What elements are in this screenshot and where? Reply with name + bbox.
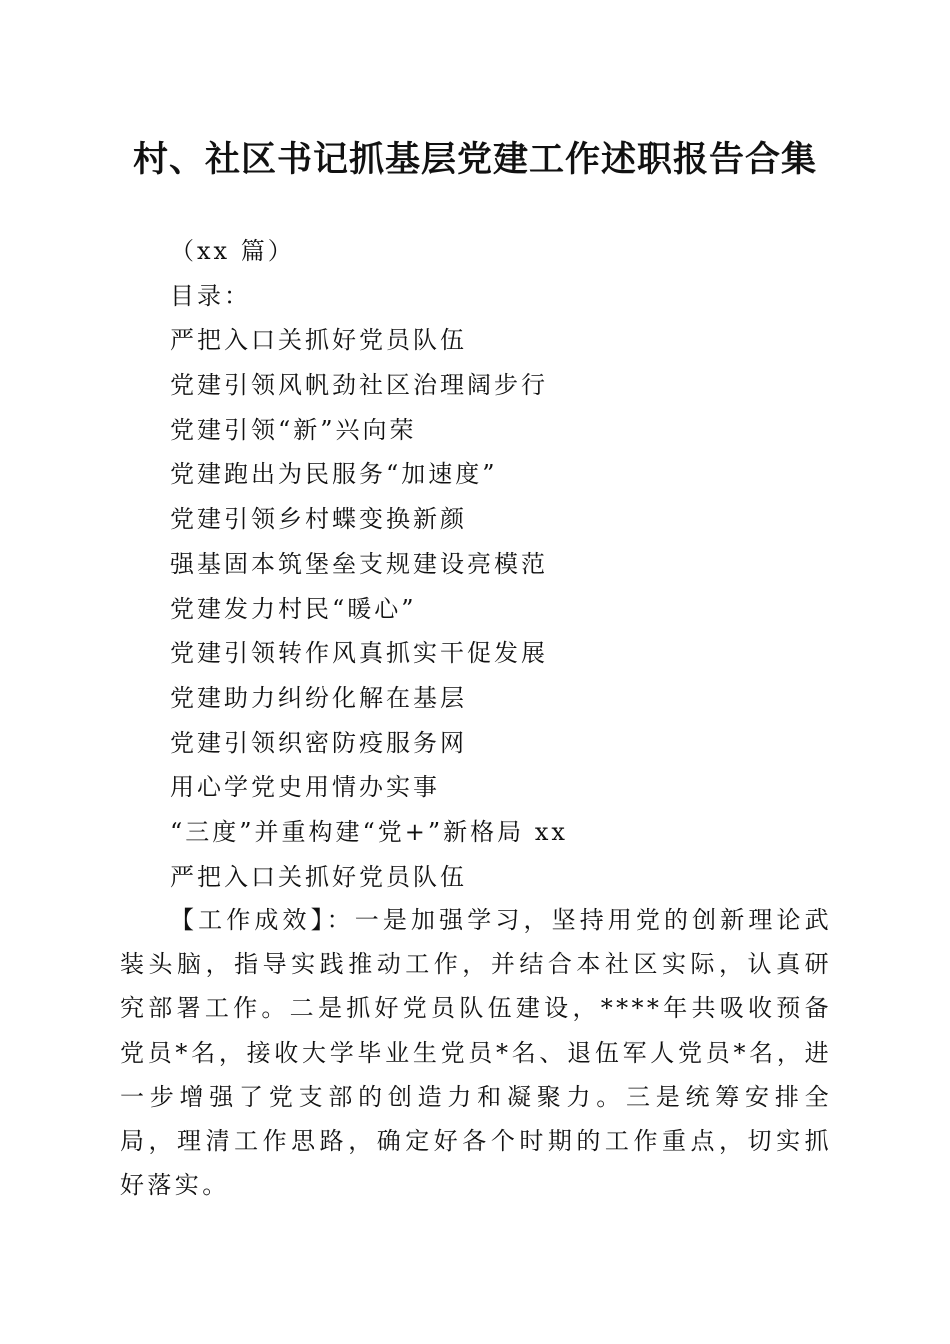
section-heading: 严把入口关抓好党员队伍 bbox=[170, 862, 467, 891]
toc-item: “三度”并重构建“党+”新格局 xx bbox=[170, 817, 568, 846]
toc-item: 强基固本筑堡垒支规建设亮模范 bbox=[170, 549, 548, 578]
toc-item: 党建引领风帆劲社区治理阔步行 bbox=[170, 371, 548, 400]
toc-item: 党建助力纠纷化解在基层 bbox=[170, 683, 467, 712]
table-of-contents bbox=[170, 229, 850, 899]
toc-heading: 目录： bbox=[170, 281, 251, 310]
toc-item: 党建引领“新”兴向荣 bbox=[170, 415, 417, 444]
toc-item: 党建发力村民“暖心” bbox=[170, 594, 417, 623]
document-title: 村、社区书记抓基层党建工作述职报告合集 bbox=[132, 140, 817, 180]
toc-item: 党建引领转作风真抓实干促发展 bbox=[170, 639, 548, 668]
toc-item: 党建引领织密防疫服务网 bbox=[170, 728, 467, 757]
toc-item: 党建跑出为民服务“加速度” bbox=[170, 460, 498, 489]
toc-item: 严把入口关抓好党员队伍 bbox=[170, 326, 467, 355]
body-paragraph: 【工作成效】：一是加强学习，坚持用党的创新理论武装头脑，指导实践推动工作，并结合本社区实际，认真研究部署工作。二是抓好党员队伍建设，****年共吸收预备党员*名，接收大学毕业生党员*名、退伍军人党员*名，进一步增强了党支部的创造力和凝聚力。三是统筹安排全局，理清工作思路，确定好各个时期的工作重点，切实抓好落实。 bbox=[120, 906, 832, 1200]
toc-item: 党建引领乡村蝶变换新颜 bbox=[170, 505, 467, 534]
count-note: （xx 篇） bbox=[170, 237, 295, 265]
toc-item: 用心学党史用情办实事 bbox=[170, 773, 440, 802]
